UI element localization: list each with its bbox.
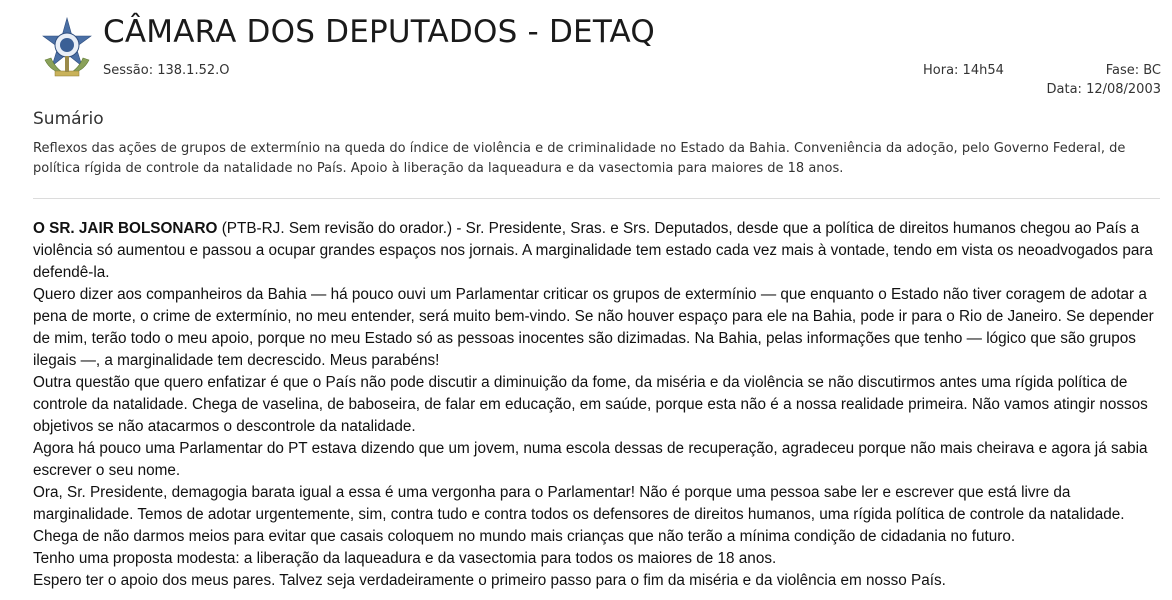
document-header bbox=[0, 0, 1172, 104]
speech-paragraph: Tenho uma proposta modesta: a liberação da laqueadura e da vasectomia para todos os maiores de 18 anos. bbox=[33, 550, 777, 567]
session-date: Data: 12/08/2003 bbox=[1046, 82, 1161, 97]
session-number: Sessão: 138.1.52.O bbox=[103, 63, 230, 78]
session-time: Hora: 14h54 bbox=[923, 63, 1004, 78]
speech-paragraph: Espero ter o apoio dos meus pares. Talvez seja verdadeiramente o primeiro passo para o fim da miséria e da violência em nosso País. bbox=[33, 572, 946, 589]
divider bbox=[33, 198, 1160, 199]
speech-paragraph: Outra questão que quero enfatizar é que o País não pode discutir a diminuição da fome, da miséria e da violência se não discutirmos antes uma rígida política de controle da natalidade. Chega de vaselina, de baboseira, de falar em educação, em saúde, porque esta não é a nossa realidade primeira. Não vamos atingir nossos objetivos se não atacarmos o descontrole da natalidade. bbox=[33, 374, 1148, 435]
speech-paragraph: Quero dizer aos companheiros da Bahia — há pouco ouvi um Parlamentar criticar os grupos de extermínio — que enquanto o Estado não tiver coragem de adotar a pena de morte, o crime de extermínio, no meu entender, será muito bem-vindo. Se não houver espaço para ele na Bahia, pode ir para o Rio de Janeiro. Se depender de mim, terão todo o meu apoio, porque no meu Estado só as pessoas inocentes são dizimadas. Na Bahia, pelas informações que tenho — lógico que são grupos ilegais —, a marginalidade tem decrescido. Meus parabéns! bbox=[33, 286, 1154, 369]
speech-paragraph-text: (PTB-RJ. Sem revisão do orador.) - Sr. Presidente, Sras. e Srs. Deputados, desde que a política de direitos humanos chegou ao País a violência só aumentou e passou a ocupar grandes espaços nos jornais. A marginalidade tem estado cada vez mais à vontade, tendo em vista os neoadvogados para defendê-la. bbox=[33, 220, 1153, 281]
coat-of-arms-icon bbox=[35, 16, 99, 80]
speaker-name: O SR. JAIR BOLSONARO bbox=[33, 220, 218, 237]
speech-paragraph bbox=[33, 218, 1163, 284]
session-phase: Fase: BC bbox=[1105, 63, 1161, 78]
summary-heading: Sumário bbox=[33, 109, 104, 129]
page-title: CÂMARA DOS DEPUTADOS - DETAQ bbox=[103, 14, 656, 50]
summary-text: Reflexos das ações de grupos de extermínio na queda do índice de violência e de criminalidade no Estado da Bahia. Conveniência da adoção, pelo Governo Federal, de política rígida de controle da natalidade no País. Apoio à liberação da laqueadura e da vasectomia para maiores de 18 anos. bbox=[33, 141, 1126, 176]
speech-paragraph: Ora, Sr. Presidente, demagogia barata igual a essa é uma vergonha para o Parlamentar! Não é porque uma pessoa sabe ler e escrever que está livre da marginalidade. Temos de adotar urgentemente, sim, contra tudo e contra todos os defensores de direitos humanos, uma rígida política de controle da natalidade. Chega de não darmos meios para evitar que casais coloquem no mundo mais crianças que não terão a mínima condição de cidadania no futuro. bbox=[33, 484, 1125, 545]
speech-body bbox=[33, 218, 1163, 592]
speech-paragraph: Agora há pouco uma Parlamentar do PT estava dizendo que um jovem, numa escola dessas de recuperação, agradeceu porque não mais cheirava e agora já sabia escrever o seu nome. bbox=[33, 440, 1148, 479]
